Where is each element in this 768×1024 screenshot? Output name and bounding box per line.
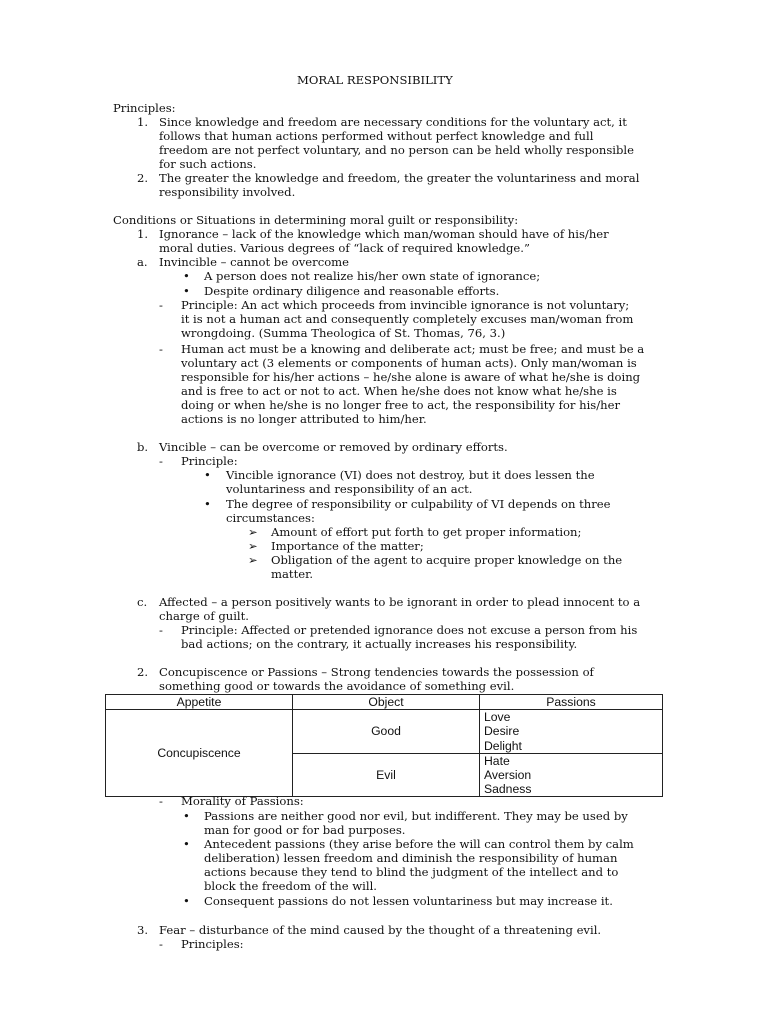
list-number: 1.: [137, 227, 149, 241]
bullet-text: The degree of responsibility or culpability of VI depends on three: [226, 497, 611, 511]
subsection-title: Vincible – can be overcome or removed by ordinary efforts.: [159, 440, 508, 454]
bullet-text: Vincible ignorance (VI) does not destroy, but it does lessen the: [226, 468, 595, 482]
paragraph-line: follows that human actions performed without perfect knowledge and full: [159, 129, 594, 143]
bullet-icon: •: [183, 284, 190, 298]
paragraph-line: Principle: An act which proceeds from invincible ignorance is not voluntary;: [181, 298, 630, 312]
bullet-text: block the freedom of the will.: [204, 879, 377, 893]
table-cell-passions: [480, 753, 663, 797]
table-header: Appetite: [106, 695, 293, 710]
dash-icon: -: [159, 623, 163, 637]
bullet-icon: •: [204, 497, 211, 511]
paragraph-line: wrongdoing. (Summa Theologica of St. Thomas, 76, 3.): [181, 326, 506, 340]
dash-icon: -: [159, 342, 163, 356]
bullet-text: Antecedent passions (they arise before the will can control them by calm: [204, 837, 634, 851]
passions-table: [105, 694, 663, 797]
arrow-icon: ➢: [248, 553, 258, 567]
paragraph-line: Fear – disturbance of the mind caused by the thought of a threatening evil.: [159, 923, 602, 937]
paragraph-line: Morality of Passions:: [181, 794, 304, 808]
list-number: 1.: [137, 115, 149, 129]
paragraph-line: Principles:: [181, 937, 244, 951]
bullet-icon: •: [183, 837, 190, 851]
arrow-text: Obligation of the agent to acquire proper knowledge on the: [271, 553, 623, 567]
bullet-text: voluntariness and responsibility of an act.: [226, 482, 473, 496]
passion-item: Delight: [484, 738, 522, 753]
paragraph-line: Concupiscence or Passions – Strong tendencies towards the possession of: [159, 665, 594, 679]
paragraph-line: responsibility involved.: [159, 185, 296, 199]
paragraph-line: Principle: Affected or pretended ignorance does not excuse a person from his: [181, 623, 638, 637]
conditions-heading: Conditions or Situations in determining moral guilt or responsibility:: [113, 213, 519, 227]
paragraph-line: Principle:: [181, 454, 238, 468]
paragraph-line: charge of guilt.: [159, 609, 249, 623]
table-cell-passions: [480, 710, 663, 754]
passion-item: Hate: [484, 753, 510, 768]
passion-item: Love: [484, 710, 511, 725]
bullet-icon: •: [183, 809, 190, 823]
paragraph-line: bad actions; on the contrary, it actually increases his responsibility.: [181, 637, 578, 651]
page-title: MORAL RESPONSIBILITY: [297, 73, 453, 87]
table-header: Object: [293, 695, 480, 710]
table-cell-object: Evil: [293, 753, 480, 797]
paragraph-line: it is not a human act and consequently completely excuses man/woman from: [181, 312, 634, 326]
paragraph-line: moral duties. Various degrees of “lack of required knowledge.”: [159, 241, 530, 255]
paragraph-line: Ignorance – lack of the knowledge which man/woman should have of his/her: [159, 227, 609, 241]
dash-icon: -: [159, 794, 163, 808]
dash-icon: -: [159, 298, 163, 312]
arrow-text: Importance of the matter;: [271, 539, 424, 553]
bullet-text: Consequent passions do not lessen voluntariness but may increase it.: [204, 894, 613, 908]
arrow-icon: ➢: [248, 525, 258, 539]
bullet-icon: •: [183, 894, 190, 908]
bullet-text: Despite ordinary diligence and reasonable efforts.: [204, 284, 500, 298]
list-number: 3.: [137, 923, 149, 937]
table-header: Passions: [480, 695, 663, 710]
paragraph-line: Affected – a person positively wants to be ignorant in order to plead innocent to a: [159, 595, 641, 609]
bullet-text: man for good or for bad purposes.: [204, 823, 406, 837]
bullet-icon: •: [183, 269, 190, 283]
table-cell-object: Good: [293, 710, 480, 754]
list-letter: b.: [137, 440, 149, 454]
dash-icon: -: [159, 937, 163, 951]
arrow-text: Amount of effort put forth to get proper information;: [271, 525, 582, 539]
bullet-text: Passions are neither good nor evil, but indifferent. They may be used by: [204, 809, 628, 823]
paragraph-line: Since knowledge and freedom are necessary conditions for the voluntary act, it: [159, 115, 627, 129]
bullet-text: circumstances:: [226, 511, 315, 525]
bullet-text: deliberation) lessen freedom and diminish the responsibility of human: [204, 851, 618, 865]
paragraph-line: voluntary act (3 elements or components of human acts). Only man/woman is: [181, 356, 637, 370]
bullet-icon: •: [204, 468, 211, 482]
principles-heading: Principles:: [113, 101, 176, 115]
subsection-title: Invincible – cannot be overcome: [159, 255, 350, 269]
paragraph-line: actions is no longer attributed to him/her.: [181, 412, 427, 426]
passion-item: Sadness: [484, 782, 532, 797]
list-number: 2.: [137, 665, 149, 679]
arrow-icon: ➢: [248, 539, 258, 553]
bullet-text: A person does not realize his/her own state of ignorance;: [204, 269, 541, 283]
arrow-text: matter.: [271, 567, 314, 581]
paragraph-line: something good or towards the avoidance of something evil.: [159, 679, 515, 693]
passion-item: Desire: [484, 724, 520, 739]
table-cell-appetite: Concupiscence: [106, 710, 293, 797]
paragraph-line: and is free to act or not to act. When he/she does not know what he/she is: [181, 384, 617, 398]
bullet-text: actions because they tend to blind the judgment of the intellect and to: [204, 865, 619, 879]
paragraph-line: doing or when he/she is no longer free to act, the responsibility for his/her: [181, 398, 621, 412]
paragraph-line: The greater the knowledge and freedom, the greater the voluntariness and moral: [159, 171, 640, 185]
paragraph-line: responsible for his/her actions – he/she alone is aware of what he/she is doing: [181, 370, 641, 384]
list-number: 2.: [137, 171, 149, 185]
paragraph-line: Human act must be a knowing and deliberate act; must be free; and must be a: [181, 342, 645, 356]
list-letter: a.: [137, 255, 148, 269]
list-letter: c.: [137, 595, 148, 609]
dash-icon: -: [159, 454, 163, 468]
paragraph-line: for such actions.: [159, 157, 257, 171]
passion-item: Aversion: [484, 768, 532, 783]
paragraph-line: freedom are not perfect voluntary, and no person can be held wholly responsible: [159, 143, 634, 157]
